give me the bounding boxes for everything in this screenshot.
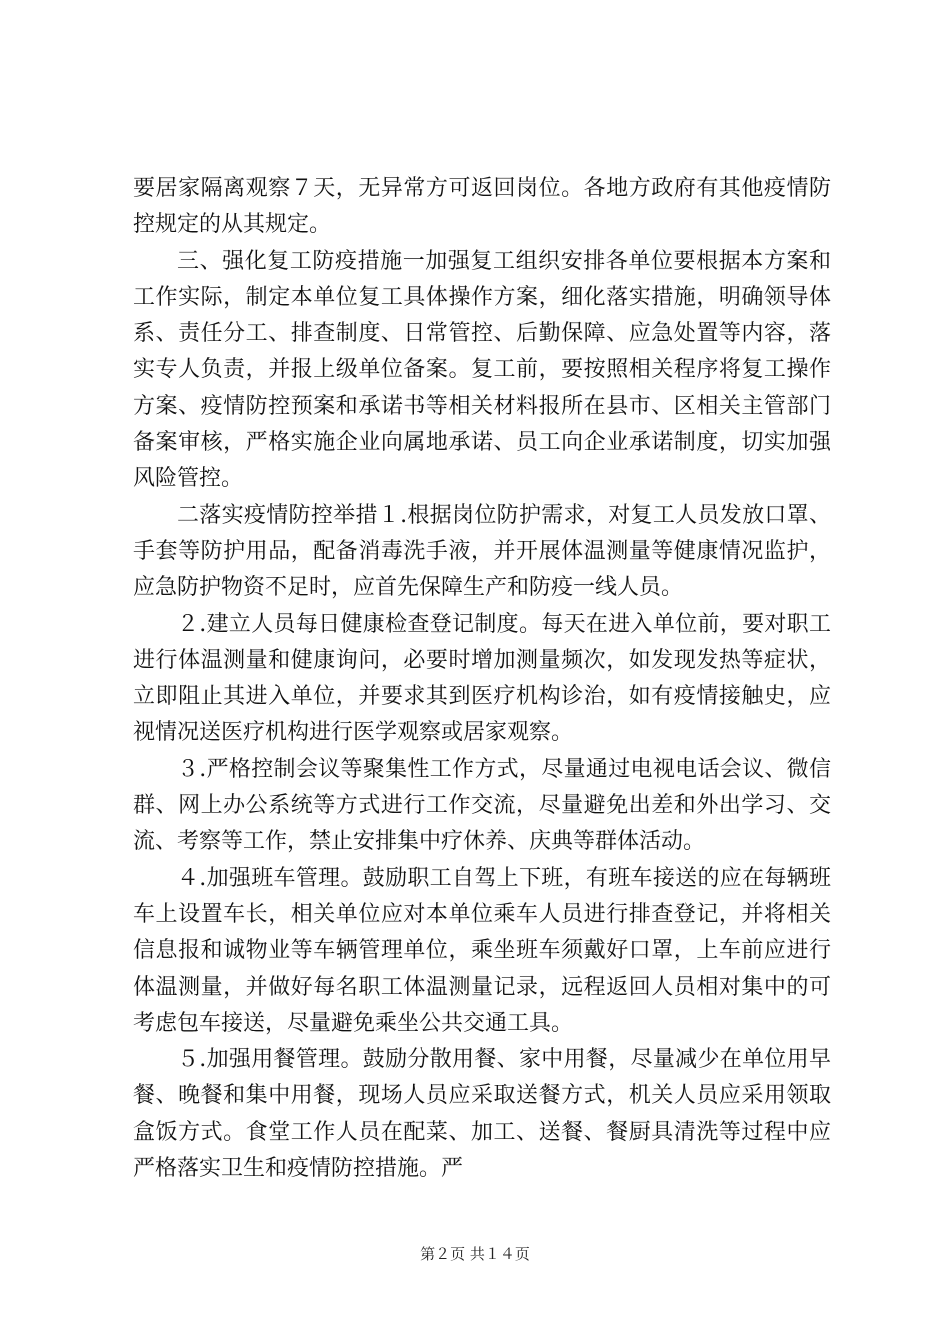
page-number-footer: 第２页 共１４页 bbox=[420, 1245, 530, 1263]
document-body bbox=[133, 171, 831, 1187]
paragraph-section-three: 三、强化复工防疫措施一加强复工组织安排各单位要根据本方案和工作实际，制定本单位复工具体操作方案，细化落实措施，明确领导体系、责任分工、排查制度、日常管控、后勤保障、应急处置等内容，落实专人负责，并报上级单位备案。复工前，要按照相关程序将复工操作方案、疫情防控预案和承诺书等相关材料报所在县市、区相关主管部门备案审核，严格实施企业向属地承诺、员工向企业承诺制度，切实加强风险管控。 bbox=[133, 248, 831, 492]
paragraph-item-2: ２.建立人员每日健康检查登记制度。每天在进入单位前，要对职工进行体温测量和健康询问，必要时增加测量频次，如发现发热等症状，立即阻止其进入单位，并要求其到医疗机构诊治，如有疫情接触史，应视情况送医疗机构进行医学观察或居家观察。 bbox=[133, 611, 831, 746]
paragraph-item-5: ５.加强用餐管理。鼓励分散用餐、家中用餐，尽量减少在单位用早餐、晚餐和集中用餐，现场人员应采取送餐方式，机关人员应采用领取盒饭方式。食堂工作人员在配菜、加工、送餐、餐厨具清洗等过程中应严格落实卫生和疫情防控措施。严 bbox=[133, 1047, 831, 1182]
paragraph-section-two-item-1: 二落实疫情防控举措１.根据岗位防护需求，对复工人员发放口罩、手套等防护用品，配备消毒洗手液，并开展体温测量等健康情况监护，应急防护物资不足时，应首先保障生产和防疫一线人员。 bbox=[133, 502, 831, 601]
paragraph-item-4: ４.加强班车管理。鼓励职工自驾上下班，有班车接送的应在每辆班车上设置车长，相关单位应对本单位乘车人员进行排查登记，并将相关信息报和诚物业等车辆管理单位，乘坐班车须戴好口罩，上车前应进行体温测量，并做好每名职工体温测量记录，远程返回人员相对集中的可考虑包车接送，尽量避免乘坐公共交通工具。 bbox=[133, 865, 831, 1036]
paragraph-item-3: ３.严格控制会议等聚集性工作方式，尽量通过电视电话会议、微信群、网上办公系统等方式进行工作交流，尽量避免出差和外出学习、交流、考察等工作，禁止安排集中疗休养、庆典等群体活动。 bbox=[133, 756, 831, 855]
paragraph-continuation: 要居家隔离观察７天，无异常方可返回岗位。各地方政府有其他疫情防控规定的从其规定。 bbox=[133, 176, 831, 238]
